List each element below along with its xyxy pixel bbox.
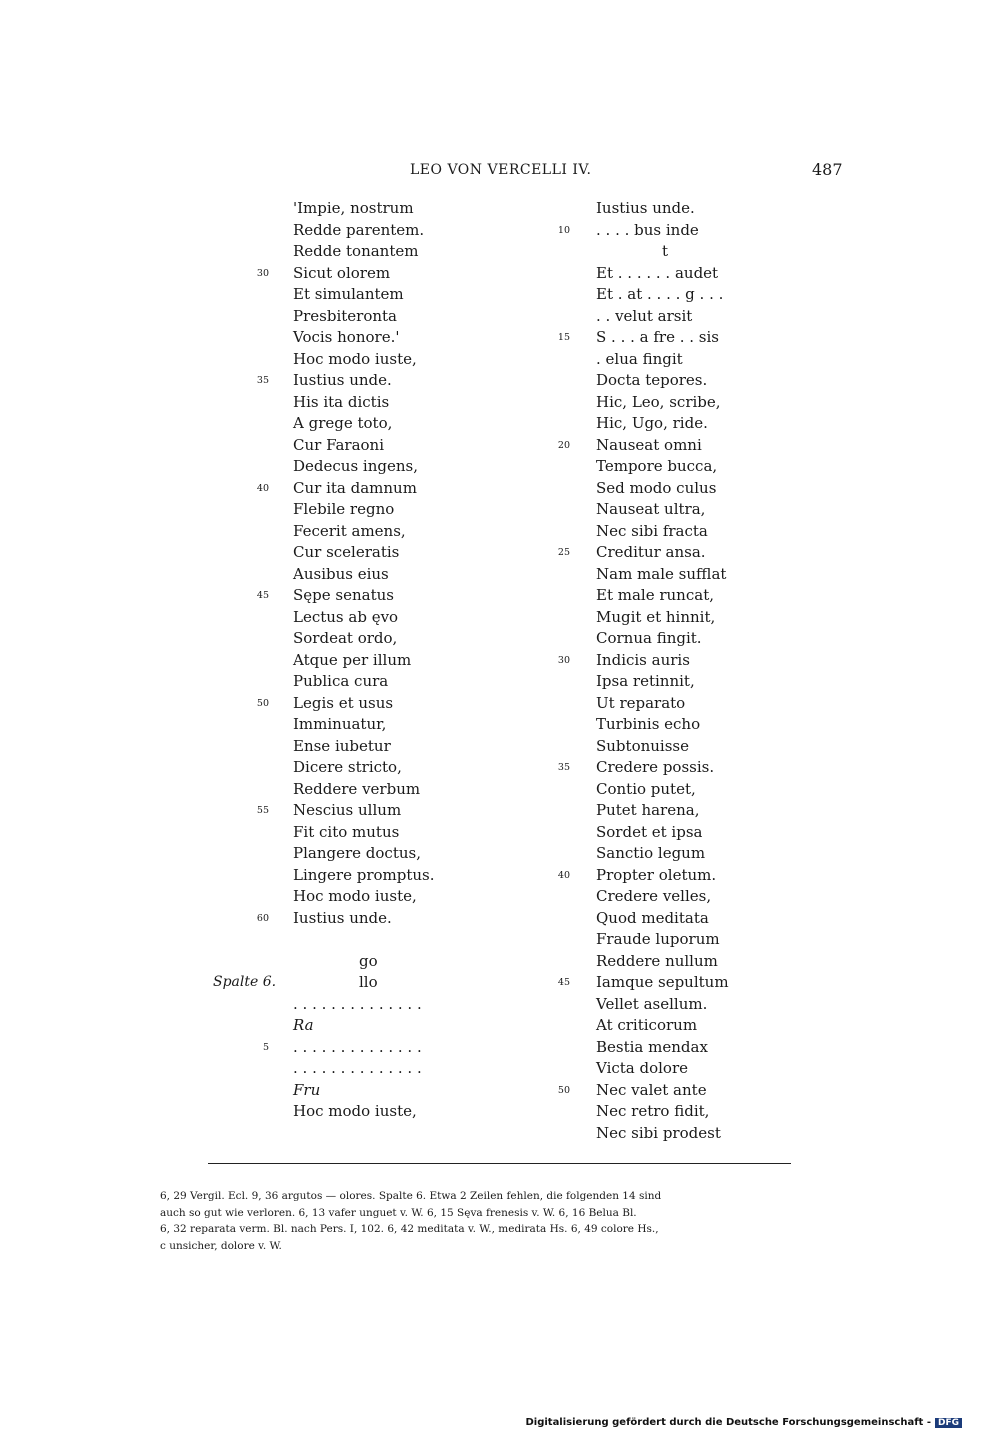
verse-text: Nec valet ante bbox=[596, 1080, 707, 1099]
verse-text: Hic, Ugo, ride. bbox=[596, 414, 708, 432]
verse-line bbox=[596, 198, 836, 220]
verse-line bbox=[293, 607, 553, 629]
verse-text: Cur Faraoni bbox=[293, 435, 385, 454]
verse-line bbox=[293, 972, 553, 994]
verse-line bbox=[596, 392, 836, 414]
verse-line bbox=[557, 542, 836, 564]
running-header: LEO VON VERCELLI IV. bbox=[410, 162, 592, 178]
verse-text: Fru bbox=[293, 1080, 321, 1099]
verse-line bbox=[596, 994, 836, 1016]
verse-line bbox=[293, 521, 553, 543]
verse-line bbox=[596, 822, 836, 844]
verse-line bbox=[596, 951, 836, 973]
verse-line bbox=[293, 220, 553, 242]
line-number: 10 bbox=[557, 224, 570, 236]
verse-line bbox=[256, 478, 553, 500]
verse-text: Nec sibi prodest bbox=[596, 1123, 721, 1142]
verse-line bbox=[557, 650, 836, 672]
verse-line bbox=[596, 800, 836, 822]
verse-text: Nec sibi fracta bbox=[596, 521, 708, 540]
verse-text: Reddere verbum bbox=[293, 779, 421, 798]
verse-line bbox=[557, 220, 836, 242]
verse-text: Docta tepores. bbox=[596, 371, 708, 389]
verse-text: Mugit et hinnit, bbox=[596, 607, 716, 626]
verse-line bbox=[293, 865, 553, 887]
verse-text: Turbinis echo bbox=[596, 715, 701, 733]
verse-line bbox=[293, 994, 553, 1016]
verse-text: Credere possis. bbox=[596, 758, 715, 776]
verse-text: 'Impie, nostrum bbox=[293, 199, 414, 217]
verse-line bbox=[293, 198, 553, 220]
verse-line bbox=[293, 929, 553, 951]
footnote-line: auch so gut wie verloren. 6, 13 vafer unguet v. W. 6, 15 Sęva frenesis v. W. 6, 16 Belua Bl. bbox=[160, 1206, 637, 1219]
verse-text: Cur ita damnum bbox=[293, 478, 417, 497]
verse-text: Hoc modo iuste, bbox=[293, 1102, 417, 1120]
poem-column-right bbox=[557, 198, 836, 1144]
line-number: 60 bbox=[256, 912, 269, 924]
verse-text: Cur sceleratis bbox=[293, 543, 400, 561]
verse-text: llo bbox=[359, 973, 378, 991]
verse-text: . . . . . . . . . . . . . . bbox=[293, 1037, 422, 1056]
verse-line bbox=[596, 843, 836, 865]
line-number: 20 bbox=[557, 439, 570, 451]
verse-text: Et simulantem bbox=[293, 285, 404, 303]
verse-line bbox=[596, 671, 836, 693]
verse-text: Nescius ullum bbox=[293, 801, 402, 819]
verse-line bbox=[596, 478, 836, 500]
verse-text: Sępe senatus bbox=[293, 586, 394, 604]
verse-line bbox=[293, 349, 553, 371]
verse-text: Contio putet, bbox=[596, 779, 696, 798]
verse-line bbox=[596, 241, 836, 263]
line-number: 5 bbox=[262, 1041, 269, 1053]
verse-text: Publica cura bbox=[293, 672, 389, 690]
verse-text: Et male runcat, bbox=[596, 586, 714, 604]
verse-line bbox=[596, 607, 836, 629]
verse-text: Sanctio legum bbox=[596, 844, 706, 862]
verse-text: Ra bbox=[293, 1016, 314, 1034]
verse-text: S . . . a fre . . sis bbox=[596, 328, 719, 346]
verse-text: Subtonuisse bbox=[596, 736, 689, 755]
verse-line bbox=[596, 370, 836, 392]
verse-text: Nauseat omni bbox=[596, 435, 702, 454]
verse-line bbox=[293, 650, 553, 672]
verse-line bbox=[596, 779, 836, 801]
verse-line bbox=[596, 1015, 836, 1037]
verse-line bbox=[596, 886, 836, 908]
verse-line bbox=[596, 1037, 836, 1059]
verse-line bbox=[293, 628, 553, 650]
verse-text: Ense iubetur bbox=[293, 736, 391, 755]
verse-text: Redde parentem. bbox=[293, 220, 425, 239]
verse-line bbox=[293, 435, 553, 457]
verse-text: Nam male sufflat bbox=[596, 564, 727, 583]
verse-text: Putet harena, bbox=[596, 801, 700, 819]
verse-text: Iamque sepultum bbox=[596, 973, 729, 991]
verse-line bbox=[596, 714, 836, 736]
page-number: 487 bbox=[812, 160, 843, 179]
verse-text: . . . . bus inde bbox=[596, 220, 699, 239]
verse-text: t bbox=[662, 242, 669, 260]
verse-text: Sordet et ipsa bbox=[596, 822, 703, 841]
verse-line bbox=[256, 908, 553, 930]
line-number: 30 bbox=[256, 267, 269, 279]
verse-line bbox=[293, 1080, 553, 1102]
verse-text: Sicut olorem bbox=[293, 263, 391, 282]
verse-line bbox=[293, 542, 553, 564]
verse-line bbox=[596, 284, 836, 306]
line-number: 45 bbox=[256, 590, 269, 601]
footnote-line: 6, 32 reparata verm. Bl. nach Pers. I, 102. 6, 42 meditata v. W., medirata Hs. 6, 49 colore Hs., bbox=[160, 1223, 659, 1235]
line-number: 35 bbox=[256, 375, 269, 386]
line-number: 35 bbox=[557, 762, 570, 773]
verse-line bbox=[596, 628, 836, 650]
verse-line bbox=[596, 499, 836, 521]
credit-text: Digitalisierung gefördert durch die Deutsche Forschungsgemeinschaft - bbox=[525, 1417, 931, 1428]
verse-text: . . . . . . . . . . . . . . bbox=[293, 994, 422, 1013]
verse-text: Et . at . . . . g . . . bbox=[596, 285, 724, 303]
verse-text: Fit cito mutus bbox=[293, 822, 400, 841]
verse-line bbox=[293, 1101, 553, 1123]
verse-line bbox=[596, 1123, 836, 1145]
verse-text: His ita dictis bbox=[293, 392, 390, 411]
line-number: 15 bbox=[557, 332, 570, 343]
verse-text: At criticorum bbox=[596, 1016, 698, 1034]
verse-line bbox=[293, 306, 553, 328]
verse-text: Cornua fingit. bbox=[596, 629, 702, 647]
verse-line bbox=[293, 413, 553, 435]
dfg-logo: DFG bbox=[935, 1418, 962, 1428]
verse-text: Redde tonantem bbox=[293, 242, 419, 260]
verse-line bbox=[256, 263, 553, 285]
footnotes bbox=[160, 1188, 838, 1254]
verse-text: Nauseat ultra, bbox=[596, 500, 706, 518]
verse-text: . . velut arsit bbox=[596, 306, 693, 325]
verse-text: Hic, Leo, scribe, bbox=[596, 392, 721, 411]
verse-line bbox=[293, 327, 553, 349]
verse-text: Tempore bucca, bbox=[596, 457, 718, 475]
poem-column-left bbox=[256, 198, 553, 1123]
line-number: 50 bbox=[557, 1084, 570, 1096]
verse-line bbox=[596, 349, 836, 371]
verse-text: Hoc modo iuste, bbox=[293, 887, 417, 905]
verse-line bbox=[262, 1037, 553, 1059]
footnote-line: c unsicher, dolore v. W. bbox=[160, 1239, 282, 1252]
verse-text: Ut reparato bbox=[596, 693, 686, 712]
verse-text: Victa dolore bbox=[596, 1059, 689, 1077]
verse-text: Imminuatur, bbox=[293, 715, 387, 733]
verse-text: Atque per illum bbox=[293, 650, 412, 669]
footnote-line: 6, 29 Vergil. Ecl. 9, 36 argutos — olores. Spalte 6. Etwa 2 Zeilen fehlen, die folgenden 14 sind bbox=[160, 1190, 662, 1202]
verse-line bbox=[557, 865, 836, 887]
verse-line bbox=[557, 327, 836, 349]
verse-text: Flebile regno bbox=[293, 500, 395, 518]
verse-text: Fraude luporum bbox=[596, 930, 720, 948]
verse-line bbox=[596, 1101, 836, 1123]
verse-text: Indicis auris bbox=[596, 650, 690, 669]
verse-text: Ausibus eius bbox=[293, 564, 389, 583]
verse-text: Reddere nullum bbox=[596, 951, 718, 970]
verse-line bbox=[596, 929, 836, 951]
line-number: 55 bbox=[256, 805, 269, 816]
verse-line bbox=[293, 1015, 553, 1037]
verse-text: Nec retro fidit, bbox=[596, 1102, 710, 1120]
verse-line bbox=[596, 736, 836, 758]
verse-text: Sed modo culus bbox=[596, 478, 717, 497]
verse-line bbox=[293, 456, 553, 478]
verse-line bbox=[596, 413, 836, 435]
verse-line bbox=[293, 241, 553, 263]
verse-text: Iustius unde. bbox=[596, 199, 695, 217]
verse-line bbox=[293, 392, 553, 414]
verse-text: Hoc modo iuste, bbox=[293, 349, 417, 368]
verse-line bbox=[293, 564, 553, 586]
spalte-label: Spalte 6. bbox=[213, 974, 277, 990]
verse-line bbox=[293, 284, 553, 306]
verse-text: Iustius unde. bbox=[293, 371, 392, 389]
verse-line bbox=[293, 714, 553, 736]
verse-line bbox=[293, 886, 553, 908]
line-number: 30 bbox=[557, 654, 570, 666]
line-number: 50 bbox=[256, 697, 269, 709]
verse-text: Propter oletum. bbox=[596, 865, 717, 884]
verse-text: go bbox=[359, 951, 378, 970]
verse-line bbox=[557, 757, 836, 779]
verse-text: Credere velles, bbox=[596, 887, 712, 905]
verse-line bbox=[596, 263, 836, 285]
verse-line bbox=[557, 435, 836, 457]
verse-line bbox=[557, 1080, 836, 1102]
verse-text: A grege toto, bbox=[293, 414, 393, 432]
verse-line bbox=[596, 564, 836, 586]
verse-line bbox=[596, 1058, 836, 1080]
verse-line bbox=[293, 757, 553, 779]
verse-line bbox=[596, 456, 836, 478]
verse-line bbox=[557, 972, 836, 994]
verse-text: Bestia mendax bbox=[596, 1037, 708, 1056]
verse-text: Dedecus ingens, bbox=[293, 457, 418, 475]
verse-text: Et . . . . . . audet bbox=[596, 263, 719, 282]
verse-line bbox=[293, 736, 553, 758]
line-number: 45 bbox=[557, 977, 570, 988]
verse-line bbox=[293, 843, 553, 865]
verse-line bbox=[293, 671, 553, 693]
verse-text: Lectus ab ęvo bbox=[293, 607, 399, 626]
digitization-credit bbox=[525, 1417, 962, 1428]
verse-line bbox=[293, 822, 553, 844]
line-number: 40 bbox=[256, 482, 269, 494]
verse-line bbox=[293, 1058, 553, 1080]
verse-line bbox=[256, 370, 553, 392]
verse-text: . . . . . . . . . . . . . . bbox=[293, 1059, 422, 1077]
verse-line bbox=[596, 693, 836, 715]
verse-line bbox=[256, 585, 553, 607]
footnote-divider bbox=[208, 1163, 791, 1164]
verse-line bbox=[256, 693, 553, 715]
verse-text: Quod meditata bbox=[596, 908, 709, 927]
verse-line bbox=[293, 951, 553, 973]
verse-text: Lingere promptus. bbox=[293, 865, 435, 884]
verse-line bbox=[596, 585, 836, 607]
verse-text: Presbiteronta bbox=[293, 306, 397, 325]
verse-text: Sordeat ordo, bbox=[293, 629, 398, 647]
verse-line bbox=[256, 800, 553, 822]
verse-line bbox=[596, 908, 836, 930]
verse-text: Ipsa retinnit, bbox=[596, 672, 695, 690]
verse-line bbox=[293, 499, 553, 521]
verse-text: Vocis honore.' bbox=[293, 328, 400, 346]
line-number: 40 bbox=[557, 869, 570, 881]
line-number: 25 bbox=[557, 547, 570, 558]
verse-text: Fecerit amens, bbox=[293, 521, 406, 540]
verse-text: Iustius unde. bbox=[293, 908, 392, 927]
verse-text: Dicere stricto, bbox=[293, 758, 402, 776]
verse-text: Vellet asellum. bbox=[596, 994, 708, 1013]
verse-text: Legis et usus bbox=[293, 693, 394, 712]
verse-line bbox=[596, 521, 836, 543]
verse-text: Plangere doctus, bbox=[293, 844, 421, 862]
verse-text: Creditur ansa. bbox=[596, 543, 706, 561]
verse-line bbox=[293, 779, 553, 801]
verse-text: . elua fingit bbox=[596, 349, 683, 368]
verse-line bbox=[596, 306, 836, 328]
